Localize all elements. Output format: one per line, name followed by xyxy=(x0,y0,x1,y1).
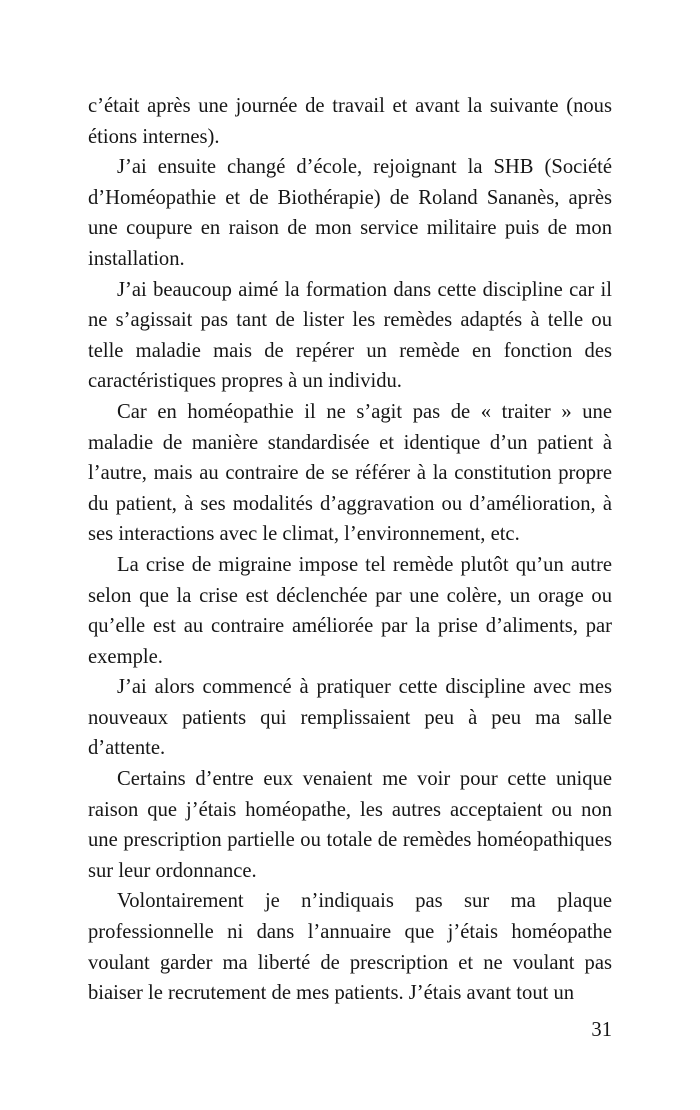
paragraph-school-change: J’ai ensuite changé d’école, rejoignant la SHB (Société d’Homéopathie et de Biothérapie) de Roland Sananès, après une coupure en raison de mon service militaire puis de mon installation. xyxy=(88,156,612,270)
paragraph-training: J’ai beaucoup aimé la formation dans cette discipline car il ne s’agissait pas tant de lister les remèdes adaptés à telle ou telle maladie mais de repérer un remède en fonction des caractéristiques propres à un individu. xyxy=(88,278,612,393)
paragraph-migraine-example: La crise de migraine impose tel remède plutôt qu’un autre selon que la crise est déclenchée par une colère, un orage ou qu’elle est au contraire améliorée par la prise d’aliments, par exemple. xyxy=(88,553,612,668)
paragraph-voluntary: Volontairement je n’indiquais pas sur ma plaque professionnelle ni dans l’annuaire que j’étais homéopathe voulant garder ma liberté de prescription et ne voulant pas biaiser le recrutement de mes patients. J’étais avant tout un xyxy=(88,890,612,1005)
body-text xyxy=(88,91,612,1009)
paragraph-practice-start: J’ai alors commencé à pratiquer cette discipline avec mes nouveaux patients qui remplissaient peu à peu ma salle d’attente. xyxy=(88,676,612,760)
paragraph-homeopathy-principle: Car en homéopathie il ne s’agit pas de « traiter » une maladie de manière standardisée et identique d’un patient à l’autre, mais au contraire de se référer à la constitution propre du patient, à ses modalités d’aggravation ou d’amélioration, à ses interactions avec le climat, l’environnement, etc. xyxy=(88,400,612,546)
paragraph-continuation: c’était après une journée de travail et avant la suivante (nous étions internes). xyxy=(88,95,612,148)
paragraph-patients: Certains d’entre eux venaient me voir pour cette unique raison que j’étais homéopathe, les autres acceptaient ou non une prescription partielle ou totale de remèdes homéopathiques sur leur ordonnance. xyxy=(88,768,612,882)
page-number: 31 xyxy=(591,1019,612,1041)
